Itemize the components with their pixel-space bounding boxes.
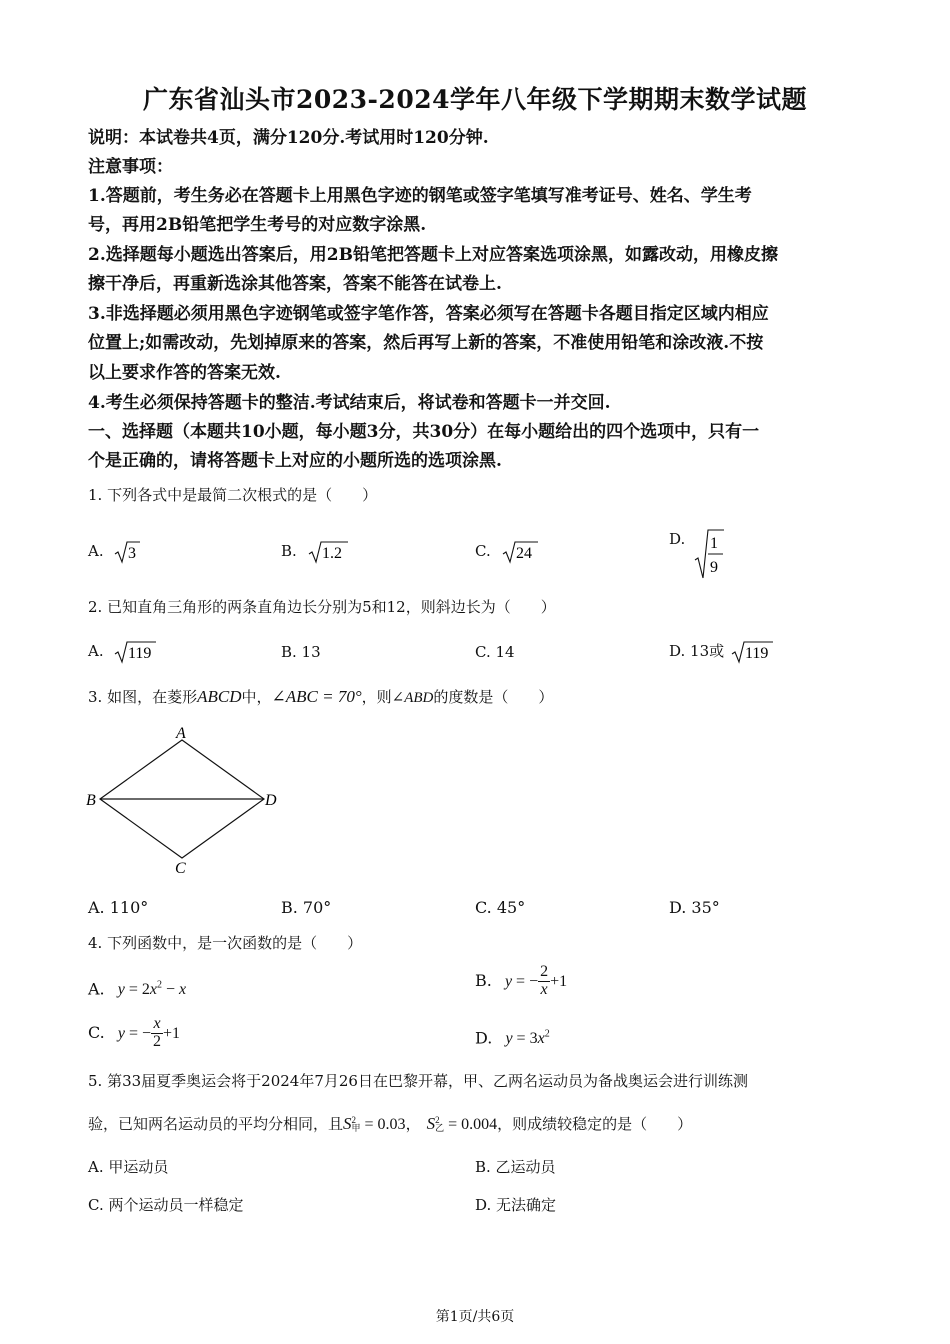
- q4-option-d-label: D.: [475, 1028, 493, 1048]
- q4-c-denominator: 2: [153, 1032, 162, 1050]
- section-1-heading-b: 个是正确的，请将答题卡上对应的小题所选的选项涂黑.: [88, 451, 502, 471]
- q3-option-b: B. 70°: [281, 898, 332, 917]
- q1-option-c: [475, 540, 538, 564]
- q1-option-a: [88, 540, 140, 564]
- q1-a-radicand: 3: [128, 545, 137, 562]
- q2-option-a: [88, 640, 156, 664]
- q4-d-y: y: [505, 1030, 513, 1048]
- q4-a-minus: −: [161, 981, 180, 999]
- q3-option-d: D. 35°: [669, 898, 720, 917]
- q1-option-d: [669, 528, 724, 580]
- notice-1a: 1.答题前，考生务必在答题卡上用黑色字迹的钢笔或签字笔填写准考证号、姓名、学生考: [88, 186, 752, 206]
- q4-b-denominator: x: [540, 980, 548, 998]
- q2-option-b: B. 13: [281, 643, 321, 661]
- q1-b-radicand: 1.2: [321, 545, 342, 562]
- q5-option-c: C. 两个运动员一样稳定: [88, 1196, 244, 1214]
- q4-d-x: x: [537, 1030, 545, 1048]
- q5-option-a: A. 甲运动员: [88, 1158, 169, 1176]
- q4-d-exponent: 2: [544, 1029, 550, 1040]
- q5-variance-jia-sub: 甲: [351, 1124, 361, 1134]
- radical-sign-icon: [694, 528, 724, 580]
- notice-3c: 以上要求作答的答案无效.: [88, 363, 281, 383]
- q4-a-exponent: 2: [156, 980, 162, 991]
- q3-stem-mid2: ，则: [361, 688, 392, 706]
- q3-stem-pre: 3. 如图，在菱形: [88, 688, 198, 706]
- q3-angle-abc: ∠ABC = 70°: [271, 687, 362, 706]
- q4-a-y: y: [117, 981, 125, 999]
- notice-3a: 3.非选择题必须用黑色字迹钢笔或签字笔作答，答案必须写在答题卡各题目指定区域内相应: [88, 304, 769, 324]
- q4-c-eq: = −: [124, 1024, 152, 1042]
- notice-3b: 位置上;如需改动，先划掉原来的答案，然后再写上新的答案，不准使用铅笔和涂改液.不按: [88, 333, 764, 353]
- q4-a-eq: = 2: [124, 981, 150, 999]
- question-5-stem-line1: 5. 第33届夏季奥运会将于2024年7月26日在巴黎开幕，甲、乙两名运动员为备战奥运会进行训练测: [88, 1072, 748, 1090]
- section-1-heading-a: 一、选择题（本题共10小题，每小题3分，共30分）在每小题给出的四个选项中，只有一: [88, 422, 760, 442]
- q1-option-b-label: B.: [281, 542, 297, 560]
- q4-d-eq: = 3: [512, 1030, 538, 1048]
- notice-2b: 擦干净后，再重新选涂其他答案，答案不能答在试卷上.: [88, 274, 502, 294]
- vertex-label-a: A: [176, 725, 186, 742]
- q4-option-a-label: A.: [88, 979, 105, 999]
- q4-c-numerator: x: [151, 1016, 163, 1034]
- q4-option-b: [475, 964, 567, 999]
- radical-sign-icon: [114, 640, 156, 664]
- q1-c-radicand: 24: [515, 545, 532, 562]
- q3-option-a: A. 110°: [88, 898, 149, 917]
- notice-2a: 2.选择题每小题选出答案后，用2B铅笔把答题卡上对应答案选项涂黑，如露改动，用橡皮擦: [88, 245, 778, 265]
- q2-option-a-label: A.: [88, 642, 104, 660]
- q4-b-plus-one: +1: [550, 972, 568, 990]
- rhombus-figure: [82, 720, 292, 880]
- q5-variance-yi-sub: 乙: [435, 1124, 445, 1134]
- q1-sqrt-a: [114, 540, 140, 564]
- q4-b-numerator: 2: [540, 963, 549, 980]
- q1-d-numerator: 1: [710, 535, 719, 552]
- notice-4: 4.考生必须保持答题卡的整洁.考试结束后，将试卷和答题卡一并交回.: [88, 393, 611, 413]
- intro-note: 说明：本试卷共4页，满分120分.考试用时120分钟.: [88, 128, 489, 148]
- q3-stem-post: 的度数是（ ）: [433, 688, 554, 706]
- q1-option-b: [281, 540, 348, 564]
- q1-option-a-label: A.: [88, 542, 104, 560]
- q5-variance-yi-sup: 2: [435, 1115, 440, 1125]
- q4-option-d: [475, 1030, 550, 1047]
- q1-option-c-label: C.: [475, 542, 491, 560]
- q3-option-c: C. 45°: [475, 898, 526, 917]
- q5-stem-a: 验，已知两名运动员的平均分相同，且: [88, 1115, 344, 1133]
- radical-sign-icon: [502, 540, 538, 564]
- radical-sign-icon: [114, 540, 140, 564]
- q2-a-radicand: 119: [128, 645, 152, 662]
- q5-option-b: B. 乙运动员: [475, 1158, 556, 1176]
- q5-separator: ，: [405, 1115, 421, 1133]
- q5-variance-yi-value: = 0.004: [444, 1116, 498, 1133]
- question-5-stem-line2: [88, 1115, 692, 1134]
- question-1-stem: 1. 下列各式中是最简二次根式的是（ ）: [88, 486, 378, 504]
- q5-variance-jia-s: S: [343, 1114, 352, 1133]
- question-2-stem: 2. 已知直角三角形的两条直角边长分别为5和12，则斜边长为（ ）: [88, 598, 556, 616]
- q3-angle-abd: ∠ABD: [391, 690, 434, 706]
- q5-variance-yi-s: S: [426, 1114, 436, 1133]
- vertex-label-c: C: [175, 860, 186, 877]
- q4-option-c-label: C.: [88, 1022, 105, 1042]
- q4-option-a: [88, 981, 186, 998]
- page-footer: 第1页/共6页: [435, 1309, 515, 1325]
- q2-option-c: C. 14: [475, 643, 515, 661]
- q5-option-d: D. 无法确定: [475, 1196, 557, 1214]
- q4-a-x2: x: [179, 981, 187, 999]
- q4-b-eq: = −: [512, 972, 539, 990]
- notice-heading: 注意事项：: [88, 157, 173, 177]
- q4-option-c: [88, 1016, 180, 1051]
- question-4-stem: 4. 下列函数中，是一次函数的是（ ）: [88, 934, 363, 952]
- q4-b-y: y: [504, 972, 513, 990]
- q4-c-y: y: [117, 1024, 125, 1042]
- q5-variance-jia-sup: 2: [351, 1115, 357, 1125]
- q4-option-b-label: B.: [475, 970, 492, 990]
- vertex-label-b: B: [86, 792, 96, 809]
- q3-rhombus-name: ABCD: [197, 687, 242, 706]
- q2-option-d: [669, 640, 773, 664]
- q3-stem-mid: 中，: [241, 688, 272, 706]
- radical-sign-icon: [731, 640, 773, 664]
- vertex-label-d: D: [265, 792, 277, 809]
- q5-variance-jia-value: = 0.03: [360, 1116, 406, 1133]
- q5-stem-b: ，则成绩较稳定的是（ ）: [497, 1115, 693, 1133]
- q4-c-plus-one: +1: [163, 1024, 181, 1042]
- radical-sign-icon: [308, 540, 348, 564]
- q1-d-denominator: 9: [710, 559, 719, 576]
- q2-d-radicand: 119: [744, 645, 769, 662]
- page-title: 广东省汕头市2023-2024学年八年级下学期期末数学试题: [142, 85, 808, 114]
- notice-1b: 号，再用2B铅笔把学生考号的对应数字涂黑.: [88, 215, 427, 235]
- q1-option-d-label: D.: [669, 530, 686, 548]
- q2-option-d-label: D. 13或: [669, 642, 725, 660]
- q4-a-x: x: [149, 981, 157, 999]
- question-3-stem: [88, 688, 553, 706]
